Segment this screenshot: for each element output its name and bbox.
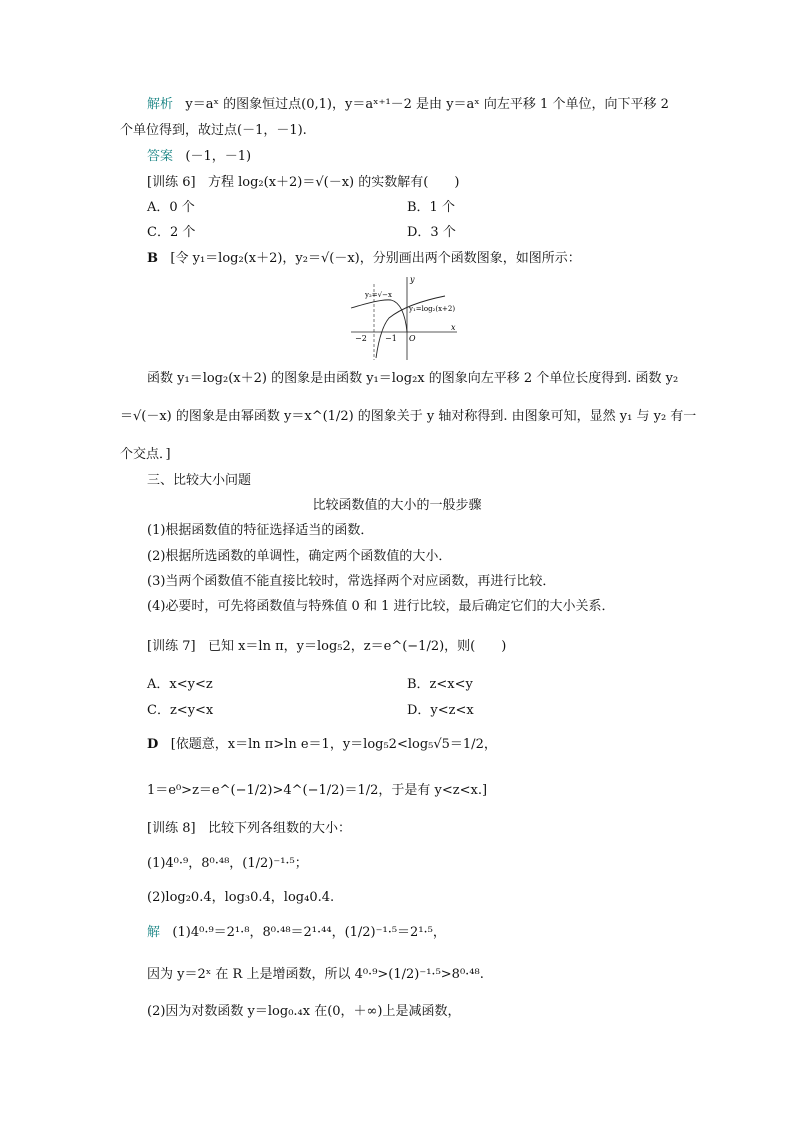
section3-step-2: (2)根据所选函数的单调性，确定两个函数值的大小． bbox=[147, 549, 452, 564]
training8-solution-label: 解 bbox=[147, 925, 161, 940]
graph-tick-neg2: −2 bbox=[355, 334, 367, 343]
training6-tag: [训练 6] bbox=[147, 175, 196, 190]
training8-tag: [训练 8] bbox=[147, 821, 196, 836]
training7-option-d: D．y<z<x bbox=[407, 703, 474, 718]
training7-solution-text-1: [依题意，x＝ln π>ln e＝1，y＝log₅2<log₅√5＝1/2， bbox=[170, 737, 497, 752]
graph-origin: O bbox=[409, 334, 416, 343]
training6-option-c: C．2 个 bbox=[147, 225, 196, 240]
training7-option-b: B．z<x<y bbox=[407, 677, 473, 692]
graph-label-y2: y₂=√−x bbox=[365, 291, 392, 299]
training7-tag: [训练 7] bbox=[147, 639, 196, 654]
section3-heading: 三、比较大小问题 bbox=[147, 473, 252, 488]
training8-solution-text-2: 因为 y＝2ˣ 在 R 上是增函数，所以 4⁰·⁹>(1/2)⁻¹·⁵>8⁰·⁴⁸. bbox=[147, 967, 484, 982]
training7-option-c: C．z<y<x bbox=[147, 703, 214, 718]
section3-step-1: (1)根据函数值的特征选择适当的函数． bbox=[147, 523, 374, 538]
training8-item-1: (1)4⁰·⁹，8⁰·⁴⁸，(1/2)⁻¹·⁵； bbox=[147, 856, 308, 871]
training6-question: 方程 log₂(x＋2)＝√(－x) 的实数解有( ) bbox=[207, 175, 460, 190]
sqrt-neg-x-curve bbox=[351, 300, 407, 332]
training8-question: 比较下列各组数的大小： bbox=[207, 821, 351, 836]
training6-explain-1: 函数 y₁＝log₂(x＋2) 的图象是由函数 y₁＝log₂x 的图象向左平移 2 个单位长度得到. 函数 y₂ bbox=[147, 371, 679, 386]
section3-step-4: (4)必要时，可先将函数值与特殊值 0 和 1 进行比较，最后确定它们的大小关系． bbox=[147, 599, 615, 614]
graph-y-label: y bbox=[410, 275, 415, 284]
answer-value: (－1，－1) bbox=[185, 149, 252, 164]
training8-solution-text-1: (1)4⁰·⁹＝2¹·⁸，8⁰·⁴⁸＝2¹·⁴⁴，(1/2)⁻¹·⁵＝2¹·⁵， bbox=[172, 925, 446, 940]
training7-solution-letter: D bbox=[147, 737, 159, 752]
training6-solution-line bbox=[147, 250, 581, 268]
answer-line bbox=[147, 148, 251, 166]
training8-solution-text-3: (2)因为对数函数 y＝log₀.₄x 在(0，＋∞)上是减函数， bbox=[147, 1004, 461, 1019]
analysis-text-1: y＝aˣ 的图象恒过点(0,1)，y＝aˣ⁺¹－2 是由 y＝aˣ 向左平移 1 个单位，向下平移 2 bbox=[185, 97, 669, 112]
training6-solution-text: [令 y₁＝log₂(x＋2)，y₂＝√(－x)，分别画出两个函数图象，如图所示： bbox=[170, 251, 581, 266]
section3-subtitle: 比较函数值的大小的一般步骤 bbox=[312, 498, 482, 513]
training6-option-d: D．3 个 bbox=[407, 225, 456, 240]
training7-question: 已知 x＝ln π，y＝log₅2，z＝e^(−1/2)，则( ) bbox=[207, 639, 507, 654]
training6-explain-2: ＝√(－x) 的图象是由幂函数 y＝x^(1/2) 的图象关于 y 轴对称得到. 由图象可知，显然 y₁ 与 y₂ 有一 bbox=[120, 409, 697, 424]
training8-question-line bbox=[147, 820, 351, 838]
section3-step-3: (3)当两个函数值不能直接比较时，常选择两个对应函数，再进行比较． bbox=[147, 574, 556, 589]
analysis-text-2: 个单位得到，故过点(－1，－1). bbox=[120, 123, 307, 138]
training7-solution-text-2: 1＝e⁰>z＝e^(−1/2)>4^(−1/2)＝1/2，于是有 y<z<x.] bbox=[147, 783, 488, 798]
training7-solution-line-1 bbox=[147, 736, 497, 754]
training6-solution-letter: B bbox=[147, 251, 158, 266]
graph-tick-neg1: −1 bbox=[385, 334, 397, 343]
training8-solution-line-1 bbox=[147, 924, 446, 942]
training7-question-line bbox=[147, 638, 506, 656]
function-graph bbox=[345, 272, 485, 362]
training6-question-line bbox=[147, 174, 459, 192]
training6-option-b: B．1 个 bbox=[407, 200, 455, 215]
training6-explain-3: 个交点．] bbox=[120, 447, 171, 462]
training7-option-a: A．x<y<z bbox=[147, 677, 213, 692]
training8-item-2: (2)log₂0.4，log₃0.4，log₄0.4. bbox=[147, 890, 335, 905]
training6-option-a: A．0 个 bbox=[147, 200, 195, 215]
graph-x-label: x bbox=[451, 323, 456, 332]
graph-label-y1: y₁=log₂(x+2) bbox=[409, 305, 456, 313]
answer-label: 答案 bbox=[147, 149, 174, 164]
analysis-label: 解析 bbox=[147, 97, 174, 112]
analysis-line-1 bbox=[147, 96, 669, 114]
